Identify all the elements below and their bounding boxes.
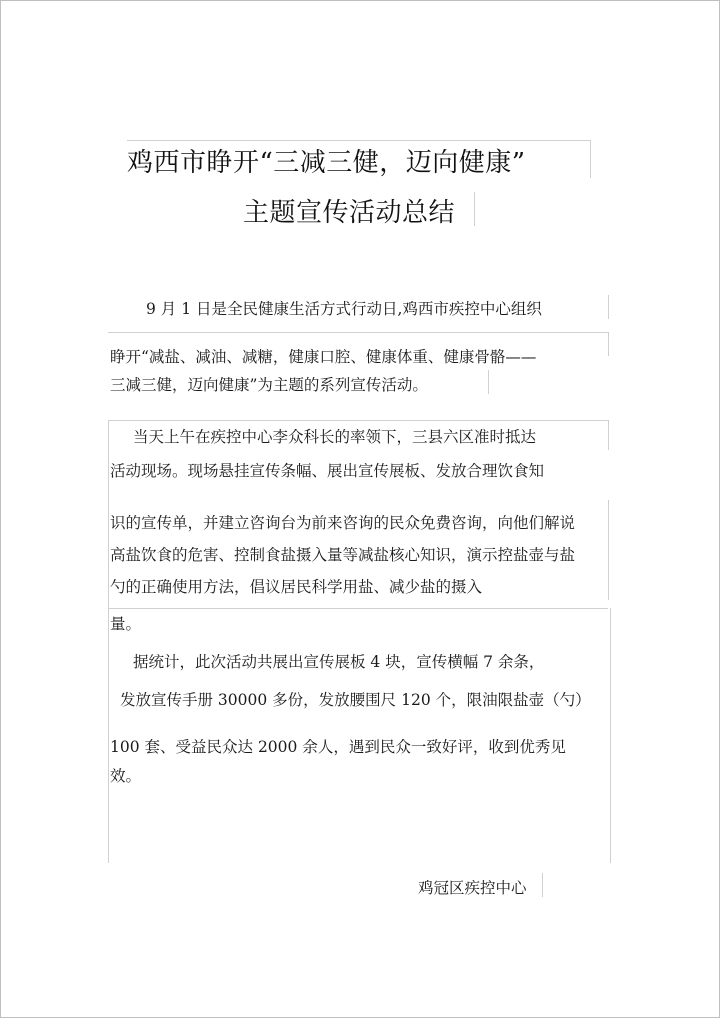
rule-p3-left — [108, 608, 109, 863]
paragraph3-line4: 效。 — [110, 767, 142, 785]
rule-title2-right — [474, 192, 475, 226]
rule-p2-top — [108, 420, 608, 421]
rule-p1c-right — [488, 370, 489, 394]
rule-title1-right — [590, 140, 591, 178]
rule-p3-top — [108, 608, 608, 609]
rule-p3-right — [610, 608, 611, 863]
paragraph2-line2: 活动现场。现场悬挂宣传条幅、展出宣传展板、发放合理饮食知 — [110, 462, 545, 480]
paragraph3-line1: 据统计，此次活动共展出宣传展板 4 块，宣传横幅 7 余条， — [133, 653, 545, 671]
paragraph3-line2: 发放宣传手册 30000 多份，发放腰围尺 120 个，限油限盐壶（勺） — [120, 691, 591, 709]
rule-p1-right — [608, 295, 609, 319]
paragraph1-line1: 9 月 1 日是全民健康生活方式行动日,鸡西市疾控中心组织 — [146, 300, 542, 318]
paragraph3-line3: 100 套、受益民众达 2000 余人，遇到民众一致好评，收到优秀见 — [110, 738, 566, 756]
rule-signature-right — [542, 873, 543, 897]
document-title-line1: 鸡西市睁开“三减三健，迈向健康” — [127, 148, 526, 178]
document-title-line2: 主题宣传活动总结 — [243, 198, 456, 228]
signature: 鸡冠区疾控中心 — [418, 879, 527, 897]
paragraph2-line3: 识的宣传单，并建立咨询台为前来咨询的民众免费咨询，向他们解说 — [110, 514, 576, 532]
paragraph1-line2: 睁开“减盐、减油、减糖，健康口腔、健康体重、健康骨骼—— — [110, 348, 537, 366]
rule-p1b-right — [608, 332, 609, 356]
rule-p2-left — [108, 420, 109, 610]
paragraph2-line6: 量。 — [110, 615, 142, 633]
paragraph2-line5: 勺的正确使用方法，倡议居民科学用盐、减少盐的摄入 — [110, 578, 483, 596]
paragraph1-line3: 三减三健，迈向健康”为主题的系列宣传活动。 — [110, 376, 428, 394]
rule-p2b-right — [608, 500, 609, 600]
rule-title1-top — [127, 140, 590, 141]
rule-p2-right — [608, 420, 609, 450]
paragraph2-line1: 当天上午在疾控中心李众科长的率领下，三县六区准时抵达 — [133, 428, 537, 446]
paragraph2-line4: 高盐饮食的危害、控制食盐摄入量等减盐核心知识，演示控盐壶与盐 — [110, 546, 576, 564]
rule-p1-top — [108, 332, 608, 333]
